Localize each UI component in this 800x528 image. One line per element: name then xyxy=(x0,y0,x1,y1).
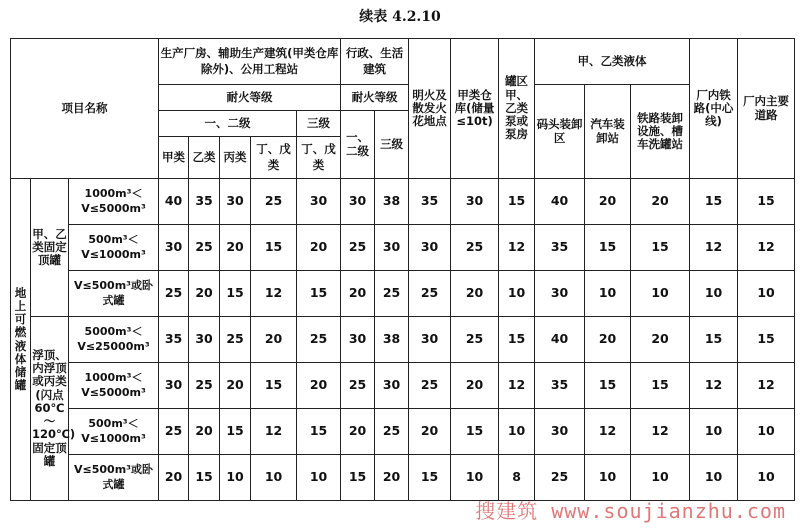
distance-cell: 12 xyxy=(499,225,535,271)
distance-cell: 20 xyxy=(409,409,451,455)
table-row xyxy=(11,179,795,225)
distance-cell: 40 xyxy=(535,179,585,225)
distance-cell: 35 xyxy=(535,225,585,271)
table-row xyxy=(11,271,795,317)
table-row xyxy=(11,317,795,363)
distance-cell: 35 xyxy=(159,317,189,363)
capacity-cell: 1000m³＜V≤5000m³ xyxy=(69,363,159,409)
distance-cell: 15 xyxy=(297,271,341,317)
table-row xyxy=(11,363,795,409)
header-rail-loading: 铁路装卸设施、槽车洗罐站 xyxy=(631,85,690,179)
distance-cell: 10 xyxy=(738,409,795,455)
header-class-c: 丙类 xyxy=(220,137,251,179)
header-grade-12-admin: 一、二级 xyxy=(341,111,375,179)
distance-cell: 10 xyxy=(738,271,795,317)
distance-cell: 10 xyxy=(585,271,631,317)
distance-cell: 20 xyxy=(251,317,297,363)
distance-cell: 25 xyxy=(375,409,409,455)
header-railway-center: 厂内铁路(中心线) xyxy=(690,39,738,179)
distance-cell: 10 xyxy=(585,455,631,501)
distance-cell: 30 xyxy=(375,225,409,271)
header-admin-group: 行政、生活建筑 xyxy=(341,39,409,85)
distance-cell: 15 xyxy=(499,317,535,363)
header-fire-rating-admin: 耐火等级 xyxy=(341,85,409,111)
capacity-cell: 500m³＜V≤1000m³ xyxy=(69,409,159,455)
distance-cell: 30 xyxy=(341,317,375,363)
header-class-a: 甲类 xyxy=(159,137,189,179)
distance-cell: 20 xyxy=(631,317,690,363)
header-warehouse-ab: 甲类仓库(储量≤10t) xyxy=(451,39,499,179)
distance-cell: 25 xyxy=(375,271,409,317)
distance-cell: 10 xyxy=(451,455,499,501)
distance-cell: 8 xyxy=(499,455,535,501)
distance-cell: 25 xyxy=(297,317,341,363)
distance-cell: 12 xyxy=(251,271,297,317)
header-production-group: 生产厂房、辅助生产建筑(甲类仓库除外)、公用工程站 xyxy=(159,39,341,85)
distance-cell: 10 xyxy=(631,455,690,501)
distance-cell: 35 xyxy=(535,363,585,409)
capacity-cell: 500m³＜V≤1000m³ xyxy=(69,225,159,271)
distance-cell: 15 xyxy=(220,409,251,455)
distance-cell: 25 xyxy=(189,225,220,271)
distance-cell: 30 xyxy=(535,409,585,455)
distance-cell: 15 xyxy=(585,225,631,271)
distance-cell: 15 xyxy=(409,455,451,501)
distance-cell: 40 xyxy=(159,179,189,225)
distance-cell: 20 xyxy=(297,363,341,409)
distance-cell: 10 xyxy=(297,455,341,501)
distance-cell: 30 xyxy=(535,271,585,317)
distance-cell: 25 xyxy=(409,363,451,409)
distance-cell: 25 xyxy=(341,363,375,409)
table-row xyxy=(11,455,795,501)
distance-cell: 25 xyxy=(451,225,499,271)
distance-cell: 25 xyxy=(535,455,585,501)
distance-cell: 12 xyxy=(251,409,297,455)
distance-cell: 10 xyxy=(499,271,535,317)
distance-cell: 20 xyxy=(189,271,220,317)
distance-cell: 20 xyxy=(375,455,409,501)
distance-cell: 20 xyxy=(451,271,499,317)
fire-distance-table xyxy=(10,38,795,501)
distance-cell: 15 xyxy=(189,455,220,501)
distance-cell: 15 xyxy=(341,455,375,501)
distance-cell: 25 xyxy=(159,409,189,455)
header-liquid-group: 甲、乙类液体 xyxy=(535,39,690,85)
distance-cell: 30 xyxy=(220,179,251,225)
distance-cell: 15 xyxy=(251,225,297,271)
distance-cell: 38 xyxy=(375,317,409,363)
distance-cell: 20 xyxy=(451,363,499,409)
header-class-de: 丁、戊类 xyxy=(251,137,297,179)
distance-cell: 10 xyxy=(499,409,535,455)
distance-cell: 20 xyxy=(585,317,631,363)
distance-cell: 12 xyxy=(690,363,738,409)
distance-cell: 10 xyxy=(690,455,738,501)
distance-cell: 15 xyxy=(251,363,297,409)
distance-cell: 12 xyxy=(690,225,738,271)
distance-cell: 20 xyxy=(631,179,690,225)
distance-cell: 30 xyxy=(409,317,451,363)
distance-cell: 30 xyxy=(159,225,189,271)
distance-cell: 15 xyxy=(738,179,795,225)
header-item-name: 项目名称 xyxy=(11,39,159,179)
distance-cell: 30 xyxy=(159,363,189,409)
distance-cell: 10 xyxy=(690,409,738,455)
distance-cell: 20 xyxy=(341,271,375,317)
header-grade-3-admin: 三级 xyxy=(375,111,409,179)
distance-cell: 15 xyxy=(499,179,535,225)
distance-cell: 25 xyxy=(159,271,189,317)
distance-cell: 35 xyxy=(189,179,220,225)
distance-cell: 20 xyxy=(189,409,220,455)
distance-cell: 25 xyxy=(409,271,451,317)
header-class-de-3: 丁、戊类 xyxy=(297,137,341,179)
distance-cell: 35 xyxy=(409,179,451,225)
header-fire-rating: 耐火等级 xyxy=(159,85,341,111)
distance-cell: 10 xyxy=(251,455,297,501)
distance-cell: 30 xyxy=(409,225,451,271)
distance-cell: 10 xyxy=(220,455,251,501)
distance-cell: 30 xyxy=(341,179,375,225)
distance-cell: 12 xyxy=(631,409,690,455)
distance-cell: 25 xyxy=(220,317,251,363)
distance-cell: 30 xyxy=(297,179,341,225)
distance-cell: 30 xyxy=(189,317,220,363)
distance-cell: 20 xyxy=(297,225,341,271)
capacity-cell: 5000m³＜V≤25000m³ xyxy=(69,317,159,363)
distance-cell: 15 xyxy=(585,363,631,409)
header-main-road: 厂内主要道路 xyxy=(738,39,795,179)
header-grade-3: 三级 xyxy=(297,111,341,137)
distance-cell: 15 xyxy=(690,179,738,225)
distance-cell: 20 xyxy=(220,225,251,271)
distance-cell: 15 xyxy=(631,363,690,409)
table-row xyxy=(11,409,795,455)
distance-cell: 25 xyxy=(251,179,297,225)
header-class-b: 乙类 xyxy=(189,137,220,179)
distance-cell: 12 xyxy=(738,225,795,271)
distance-cell: 20 xyxy=(341,409,375,455)
distance-cell: 10 xyxy=(631,271,690,317)
header-tank-pump: 罐区甲、乙类泵或泵房 xyxy=(499,39,535,179)
watermark: 搜建筑 www.soujianzhu.com xyxy=(475,499,786,523)
distance-cell: 10 xyxy=(690,271,738,317)
distance-cell: 25 xyxy=(189,363,220,409)
group-label: 甲、乙类固定顶罐 xyxy=(31,179,69,317)
group-label: 浮顶、内浮顶或丙类(闪点60℃～120℃)固定顶罐 xyxy=(31,317,69,501)
distance-cell: 25 xyxy=(451,317,499,363)
distance-cell: 15 xyxy=(690,317,738,363)
distance-cell: 12 xyxy=(499,363,535,409)
distance-cell: 20 xyxy=(220,363,251,409)
header-grade-12: 一、二级 xyxy=(159,111,297,137)
distance-cell: 30 xyxy=(451,179,499,225)
distance-cell: 38 xyxy=(375,179,409,225)
distance-cell: 25 xyxy=(341,225,375,271)
table-title: 续表 4.2.10 xyxy=(359,9,441,25)
distance-cell: 12 xyxy=(585,409,631,455)
capacity-cell: V≤500m³或卧式罐 xyxy=(69,455,159,501)
distance-cell: 40 xyxy=(535,317,585,363)
capacity-cell: 1000m³＜V≤5000m³ xyxy=(69,179,159,225)
distance-cell: 10 xyxy=(738,455,795,501)
distance-cell: 30 xyxy=(375,363,409,409)
distance-cell: 15 xyxy=(220,271,251,317)
distance-cell: 12 xyxy=(738,363,795,409)
distance-cell: 15 xyxy=(297,409,341,455)
capacity-cell: V≤500m³或卧式罐 xyxy=(69,271,159,317)
header-open-flame: 明火及散发火花地点 xyxy=(409,39,451,179)
distance-cell: 15 xyxy=(631,225,690,271)
distance-cell: 20 xyxy=(585,179,631,225)
distance-cell: 20 xyxy=(159,455,189,501)
header-truck: 汽车装卸站 xyxy=(585,85,631,179)
table-row xyxy=(11,225,795,271)
distance-cell: 15 xyxy=(451,409,499,455)
header-dock: 码头装卸区 xyxy=(535,85,585,179)
distance-cell: 15 xyxy=(738,317,795,363)
side-label: 地上可燃液体储罐 xyxy=(11,179,31,501)
